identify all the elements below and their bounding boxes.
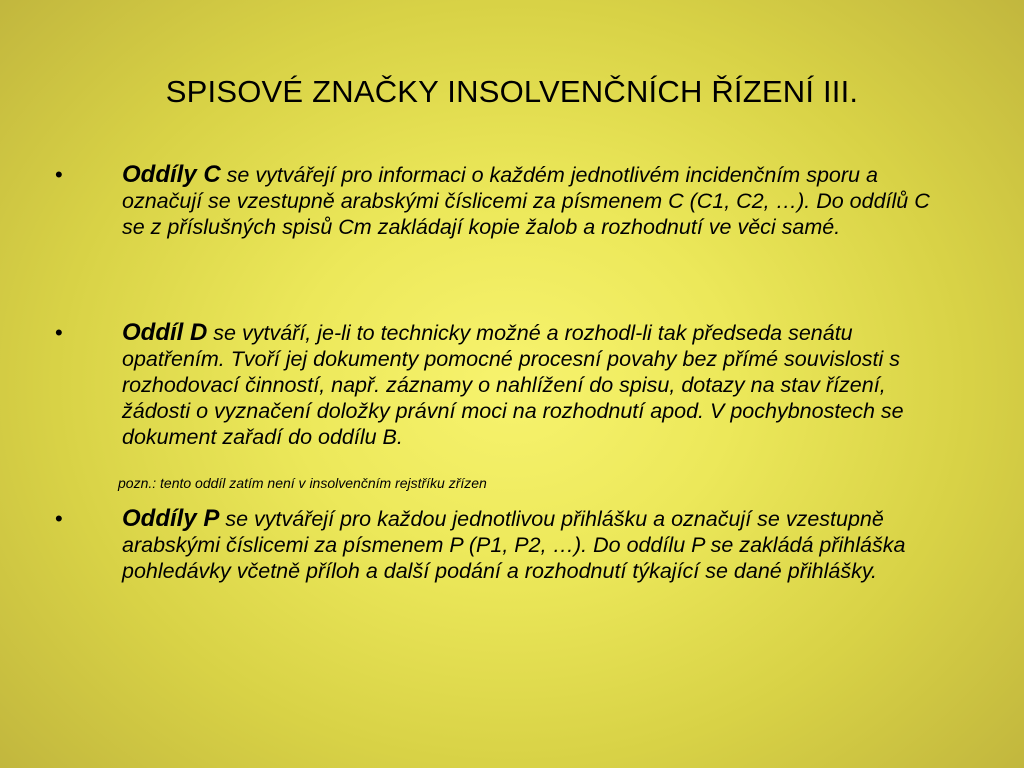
bullet-lead: Oddíly P	[122, 505, 220, 532]
bullet-marker: •	[55, 320, 63, 345]
bullet-lead: Oddíl D	[122, 319, 208, 346]
bullet-body: se vytvářejí pro každou jednotlivou přihlášku a označují se vzestupně arabskými číslicemi za písmenem P (P1, P2, …). Do oddílu P se zakládá přihláška pohledávky včetně příloh a další podání a rozhodnutí týkající se dané přihlášky.	[122, 507, 906, 583]
bullet-lead: Oddíly C	[122, 161, 221, 188]
note-text: pozn.: tento oddíl zatím není v insolvenčním rejstříku zřízen	[118, 475, 487, 491]
bullet-text	[122, 162, 950, 240]
bullet-marker: •	[55, 506, 63, 531]
slide-title: SPISOVÉ ZNAČKY INSOLVENČNÍCH ŘÍZENÍ III.	[165, 74, 859, 109]
bullet-body: se vytváří, je-li to technicky možné a rozhodl-li tak předseda senátu opatřením. Tvoří jej dokumenty pomocné procesní povahy bez přímé souvislosti s rozhodovací činností, např. záznamy o nahlížení do spisu, dotazy na stav řízení, žádosti o vyznačení doložky právní moci na rozhodnutí apod. V pochybnostech se dokument zařadí do oddílu B.	[122, 321, 904, 449]
bullet-body: se vytvářejí pro informaci o každém jednotlivém incidenčním sporu a označují se vzestupně arabskými číslicemi za písmenem C (C1, C2, …). Do oddílů C se z příslušných spisů Cm zakládají kopie žalob a rozhodnutí ve věci samé.	[122, 163, 930, 239]
bullet-text	[122, 320, 950, 450]
bullet-marker: •	[55, 162, 63, 187]
bullet-text	[122, 506, 950, 584]
